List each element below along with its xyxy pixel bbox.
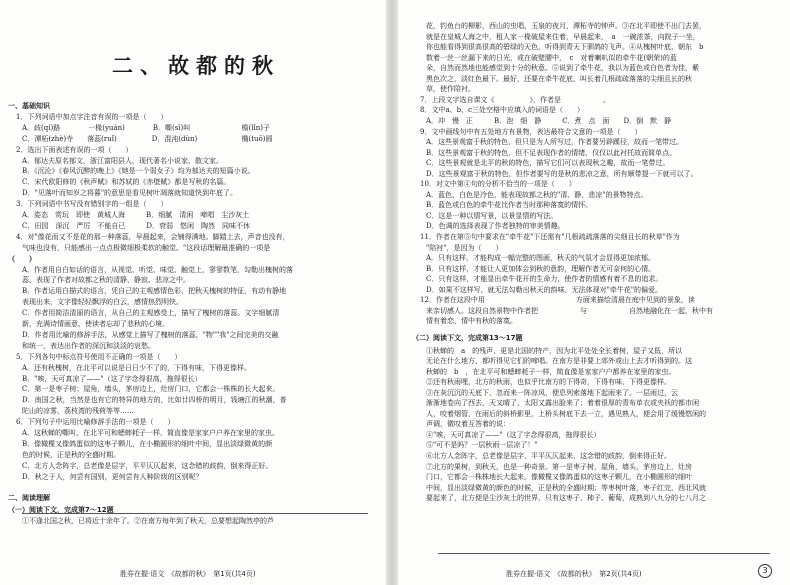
text-line: C．第一是枣子树；屋角，墙头，茅房边上，灶房门口，它都会一株株的长大起来。 xyxy=(22,385,280,394)
text-line: ②还有秋雨哩，北方的秋雨，也似乎比南方的下得奇，下得有味，下得更像样。 xyxy=(426,378,671,387)
text-line: 11．作者在第⑤句中要求在"牵牛花"下还需有"几根疏疏落落的尖细且长的秋草"作为 xyxy=(420,233,680,241)
text-line: B．只有这样，才能让人更加体会到秋的意韵，理解作者无可奈何的心情。 xyxy=(426,264,656,273)
text-line: 黑色次之，淡红色最下。最好，还要在牵牛花底，叫长着几根疏疏落落的尖细且长的秋 xyxy=(426,74,692,83)
text-line: 和统一，表达出作者的深沉和淡淡的哀愁。 xyxy=(22,341,155,350)
text-line: 3．下列词语中书写没有错别字的一组是（ ） xyxy=(16,200,168,209)
text-line: B．像橄榄又像鸽蛋似的这枣子颗儿，在小椭圆形的细叶中间，显出淡绿微黄的颜 xyxy=(22,439,273,448)
text-line: ①不逢北国之秋，已将近十余年了。②在南方每年到了秋天，总要想起陶然亭的芦 xyxy=(22,517,274,526)
book-gutter xyxy=(386,0,398,585)
text-line: 花，钓鱼台的柳影，西山的虫唱，玉泉的夜月，潭柘寺的钟声。③在北平即使不出门去罢， xyxy=(426,22,706,30)
right-footer: 胜券在握·语文 《故都的秋》 第2页(共4页) xyxy=(506,570,642,578)
text-line: 7．上段文字选自课文《 》，作者是 。 xyxy=(420,95,610,104)
text-line: ⑦北方的果树，到秋天，也是一种奇景。第一是枣子树，屋角，墙头，茅房边上，灶房 xyxy=(426,462,692,471)
text-line: C．宋代欧阳修的《秋声赋》和苏轼的《赤壁赋》都是写秋的名篇。 xyxy=(22,178,231,187)
left-footer: 胜券在握·语文 《故都的秋》 第1页(共4页) xyxy=(120,570,256,578)
text-line: B．这些景观富于秋的特色，但不足表现作者的情绪，仅仅以此衬托故而简单点。 xyxy=(426,148,677,157)
text-line: C．这是一种以情写景，以景显情的写法。 xyxy=(426,211,558,220)
text-line: D．南国之秋，当然是也有它的特异的地方的，比如廿四桥的明月，钱塘江的秋潮，普 xyxy=(22,396,287,405)
text-line: 6．下列句子中运用比喻修辞手法的一项是（ ） xyxy=(16,418,175,427)
text-line: 无论在什么地方，都听得见它们的啼唱。在南方是非要上郊外或山上去才听得到的。这 xyxy=(426,357,692,366)
text-line: C．只有这样，才能显出牵牛花开的生命力，使作者的情感有着不息的追求。 xyxy=(426,275,663,284)
text-line: 新，充满诗情画意，使读者忘却了悲秋的心境。 xyxy=(22,320,169,328)
divider xyxy=(438,553,770,554)
text-line: ①秋蝉的 a 的残声，更是北国的特产，因为北平处处全长着树，屋子又低，所以 xyxy=(426,346,683,355)
divider xyxy=(22,513,368,514)
text-line: 2．选出下面表述有误的一项（ ） xyxy=(16,145,133,154)
text-line: D．作者用比喻的修辞手法，从感觉上描写了槐树的落蕊，"物""我"之间完美的交融 xyxy=(22,330,279,339)
text-line: 朵，自然而然地也能感觉到十分的秋意。⑤说到了牵牛花，我以为蓝色或白色者为佳，紫 xyxy=(426,64,699,73)
text-line: C．这些景观就是北平的秋的特色，描写它们可以表现秋之趣，故而一笔带过。 xyxy=(426,159,670,168)
text-line: 色的时候，正是秋的全盛时期。 xyxy=(22,450,120,459)
text-line: 9．文中画线句中有五处地方有景物，表达最符合文意的一项是（ ） xyxy=(420,127,642,136)
text-line: D．"见落叶而知岁之将暮"的意思是看见树叶凋落就知道快到年底了。 xyxy=(22,189,238,198)
text-line: D．色调的选择表现了作者独特的审美情趣。 xyxy=(426,222,565,231)
text-line: 中间，显出淡绿微黄的颜色的时候，正是秋的全盛时期；等枣树叶落，枣子红完，西北风就 xyxy=(426,483,706,492)
text-line: A．还有秋槐树，在北平可以说是日日少不了的，下得有味，下得更像样。 xyxy=(22,363,252,372)
text-line: ⑥北方人念阵字，总老像是层字，平平仄仄起来，这念错的歧韵，倒来得正好。 xyxy=(426,452,671,460)
text-line: 一、基础知识 xyxy=(8,102,50,110)
text-line: 4．对"像花而又不是花的那一种落蕊，早晨起来，会铺得满地。脚踏上去，声音也没有， xyxy=(16,232,290,241)
text-line: C．田园 深沉 严厉 不能自已 D．衰弱 悠闲 陶然 同味不休 xyxy=(22,221,250,230)
text-line: 声调，微叹着互答着的说： xyxy=(426,420,510,429)
text-line: 你也能看得到很高很高的碧绿的天色，听得到青天下驯鸽的飞声。④从槐树叶底，朝东 b xyxy=(426,43,704,52)
text-line: D．秋之于人，何尝有国别，更何尝有人种阶级的区别呢？ xyxy=(22,472,203,481)
text-line: C．北方人念阵字，总老像是层字，平平仄仄起来，这念错的歧韵，倒来得正好。 xyxy=(22,461,273,470)
text-line: D．如果不这样写，就无法勾勒出秋天的韵味，无法体现对"牵牛花"的偏爱。 xyxy=(426,285,663,294)
text-line: "陪衬"，是因为（ ） xyxy=(426,243,503,252)
text-line: 情有着恋，情中有秋的落寞。 xyxy=(426,317,517,326)
text-line: 5．下列各句中标点符号使用不正确的一项是（ ） xyxy=(16,352,182,361)
text-line: B．蓝色或白色的牵牛花比作者当时那种落寞的情怀。 xyxy=(426,201,593,210)
text-line: （二）阅读下文，完成第13～17题 xyxy=(412,333,523,342)
text-line: 秋蝉的 b ，在北平可和蟋蟀耗子一样，简直像是家家户户都养在家里的家虫。 xyxy=(426,367,676,376)
text-line: C．作者用简洁清丽的语言，从自己的主观感受上，描写了槐树的落蕊。文字细腻清 xyxy=(22,309,280,318)
text-line: C．潭柘(zhè)寺 落蕊(ruǐ) D．混沌(dùn) 椭(tuǒ)圆 xyxy=(22,134,273,143)
text-line: 要起来了，北方便是尘沙灰土的世界，只有这枣子、柿子、葡萄，成熟到八九分的七八月之 xyxy=(426,494,706,503)
text-line: ⑤"可不是吗？一层秋雨一层凉了！" xyxy=(426,441,538,450)
text-line: D．这些景观富于秋的特色，但作者要写的是秋的悲凉之意，所有顺带提一下就可以了。 xyxy=(426,169,698,178)
text-line: A．姿态 赏玩 即使 黄城人海 B．细腻 清闲 啼唱 尘沙灰土 xyxy=(22,211,250,219)
text-line: 1．下列词语中加点字注音有误的一项是（ ） xyxy=(16,112,168,121)
text-line: A．冲 慢 正 B．泡 细 静 C．煮 点 面 D．倒 默 静 xyxy=(426,116,672,125)
text-line: B．作者运用白描式的语言，凭自己的主观感情色彩，把秋天槐树的特征，有动有静地 xyxy=(22,287,287,296)
text-line: B．"唉，天可真凉了——"（这了字念得很高，拖得很长） xyxy=(22,374,202,383)
text-line: 人，咬着烟管，在雨后的斜桥影里，上桥头树底下去一立，遇见熟人，便会用了缓慢悠闲的 xyxy=(426,409,706,418)
text-line: A．只有这样，才能构成一幅完整的图画，秋天的气氛才会显得更加浓郁。 xyxy=(426,254,656,263)
text-line: A．郁达夫原名郁文，浙江富阳县人，现代著名小说家、散文家。 xyxy=(22,156,224,165)
text-line: 数着一丝一丝漏下来的日光，或在破壁腰中， c 对着喇叭似的牵牛花(朝荣)的蓝 xyxy=(426,53,677,62)
text-line: B．《沉沦》《春风沉醉的晚上》《她是一个弱女子》均为郁达夫的短篇小说。 xyxy=(22,167,255,176)
text-line: 门口，它都会一株株地长大起来。像橄榄又像鸽蛋似的这枣子颗儿，在小椭圆形的细叶 xyxy=(426,473,692,482)
text-line: 10．对文中第④句的分析不恰当的一项是（ ） xyxy=(420,180,576,189)
text-line: 蕊，表现了作者对故都之秋的清静、静寂、悲凉之中。 xyxy=(22,276,190,285)
page-title: 二、故都的秋 xyxy=(112,54,280,78)
text-line: （一）阅读下文，完成第7～12题 xyxy=(8,506,114,515)
text-line: 草，使作陪衬。 xyxy=(426,85,475,94)
text-line: A．这秋蝉的嘶叫，在北平可和蟋蟀耗子一样，简直像是家家户户养在家里的家虫。 xyxy=(22,429,280,437)
left-page xyxy=(0,0,386,585)
text-line: ④"唉，天可真凉了——"（这了字念得很高，拖得很长） xyxy=(426,430,601,439)
text-line: 气味也没有，只能感出一点点极微细极柔软的触觉。"这段话理解最准确的一项是 xyxy=(22,243,271,252)
text-line: A．作者用自白如话的语言，从视觉、听觉、味觉、触觉上，寥寥数笔，勾勒出槐树的落 xyxy=(22,265,294,274)
page-number-mark: 3 xyxy=(758,564,772,578)
text-line: 8．文中a、b、c三处空格中应填入的词语是（ ） xyxy=(420,106,585,115)
text-line: 陀山的凉雾，荔枝湾的残荷等等…… xyxy=(22,407,134,416)
text-line: A．歧(qí)路 一椽(yuán) B．嘶(sī)叫 檐(lǐn)子 xyxy=(22,123,270,132)
text-line: 二、阅读理解 xyxy=(8,493,50,502)
text-line: 12．作者在这段中用 方面来描绘清晨在庭中见到的景象，读 xyxy=(420,296,695,305)
text-line: 渐渐地卷向了西去，天又晴了，太阳又露出脸来了；着着很厚的青布单衣或夹袄的都市闲 xyxy=(426,399,699,408)
text-line: （ ） xyxy=(8,254,36,263)
text-line: 表现出来，文字像轻轻飘浮的白云，感情热烈明快。 xyxy=(22,298,183,307)
text-line: ③在灰沉沉的天底下，忽而来一阵凉风，便息列索落地下起雨来了。一层雨过，云 xyxy=(426,388,678,397)
right-page xyxy=(398,0,790,585)
text-line: 就是在皇城人海之中，租人家一椽破屋来住着，早晨起来， a 一碗浓茶，向院子一坐， xyxy=(426,32,700,41)
text-line: 来亲切感人。这段自然景物中作者把 与 自然地融化在一起，秋中有 xyxy=(426,306,713,315)
text-line: A．蓝色、白色是冷色，能表现故都之秋的"清、静、悲凉"的景物特点。 xyxy=(426,190,648,199)
text-line: A．这些景观富于秋的特色，但只是为人所写过，作者要另辟蹊径，故而一笔带过。 xyxy=(426,138,684,147)
